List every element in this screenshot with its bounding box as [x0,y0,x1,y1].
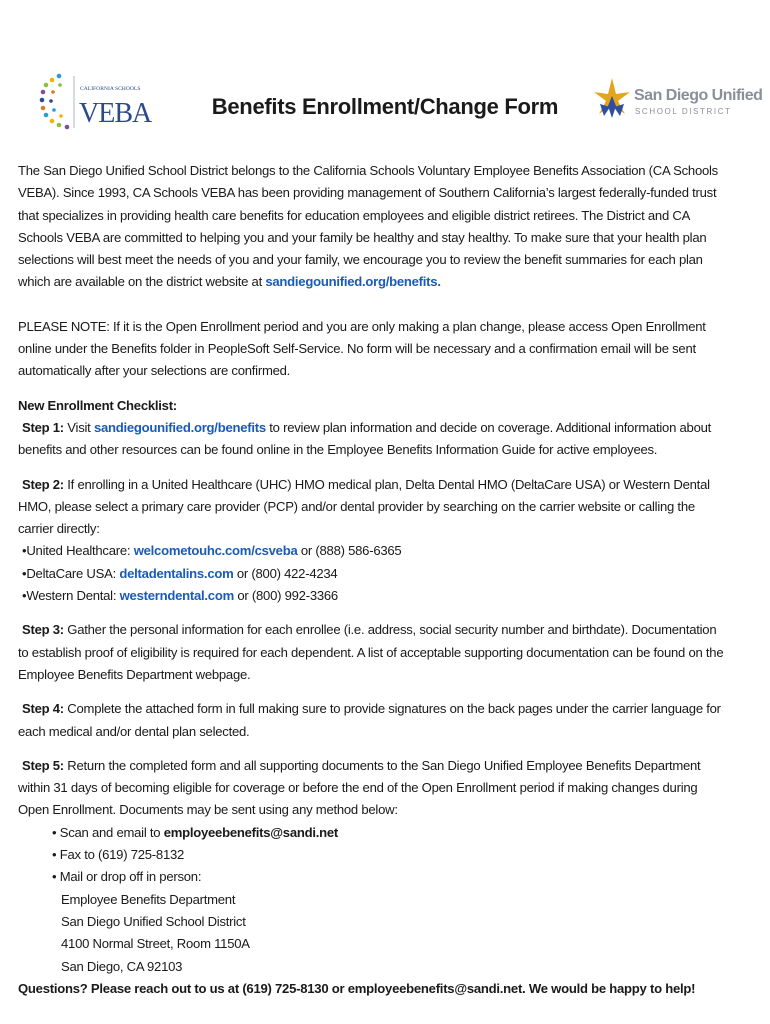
step-1-label: Step 1: [22,419,64,435]
bullet: • [22,565,27,581]
header [0,70,770,140]
veba-logo-main-text: VEBA [79,98,152,129]
step-4-label: Step 4: [22,701,64,717]
method-item [18,822,730,844]
method-item [18,844,730,866]
step-5-text: Return the completed form and all supporting documents to the San Diego Unified Employee Benefits Department within 31 days of becoming eligible for coverage or before the end of the Open Enrollment period if making changes during Open Enrollment. Documents may be sent using any method below: [18,757,701,818]
carrier-name: Western Dental: [26,588,120,604]
fax-text: Fax to (619) 725-8132 [59,847,185,863]
carrier-phone: or (800) 992-3366 [233,588,338,604]
step-4 [18,698,730,743]
carrier-link[interactable]: westerndental.com [119,588,234,604]
carrier-item [18,563,730,585]
bullet: • [52,869,57,885]
carrier-phone: or (888) 586-6365 [297,543,402,559]
step-3-label: Step 3: [22,622,64,638]
carrier-name: DeltaCare USA: [26,565,120,581]
address-line: Employee Benefits Department [61,891,236,907]
sd-logo-subtitle: SCHOOL DISTRICT [635,107,732,116]
scan-email[interactable]: employeebenefits@sandi.net [163,824,339,840]
carrier-item [18,585,730,607]
step-2-text: If enrolling in a United Healthcare (UHC) HMO medical plan, Delta Dental HMO (DeltaCare USA) or Western Dental HMO, please select a primary care provider (PCP) and/or dental provider by searching on the carrier website or calling the carrier directly: [18,476,710,537]
carrier-item [18,540,730,562]
step-1-text-pre: Visit [63,419,94,435]
carrier-link[interactable]: welcometouhc.com/csveba [133,543,298,559]
step-4-text: Complete the attached form in full making sure to provide signatures on the back pages under the carrier language for each medical and/or dental plan selected. [18,701,721,739]
step-1-link[interactable]: sandiegounified.org/benefits [93,419,266,435]
step-3 [18,619,730,686]
document-body [18,160,730,1000]
step-5-label: Step 5: [22,757,64,773]
address-line: San Diego, CA 92103 [61,958,183,974]
scan-text: Scan and email to [59,824,164,840]
step-3-text: Gather the personal information for each enrollee (i.e. address, social security number and birthdate). Documentation to establish proof of eligibility is required for each dependent. A list of acceptable supporting documentation can be found on the Employee Benefits Department webpage. [18,622,724,682]
bullet: • [52,847,57,863]
intro-paragraph [18,160,730,294]
benefits-website-link[interactable]: sandiegounified.org/benefits. [265,274,441,290]
bullet: • [22,543,27,559]
please-note-paragraph: PLEASE NOTE: If it is the Open Enrollment period and you are only making a plan change, please access Open Enrollment online under the Benefits folder in PeopleSoft Self-Service. No form will be necessary and a confirmation email will be sent automatically after your selections are confirmed. [18,318,706,379]
mail-text: Mail or drop off in person: [59,869,202,885]
step-1-text-post: to review plan information and decide on coverage. Additional information about benefits and other resources can be found online in the Employee Benefits Information Guide for active employees. [18,419,712,458]
sd-star-icon [594,78,630,118]
san-diego-unified-logo [592,74,763,130]
bullet: • [52,824,57,840]
sd-logo-name: San Diego Unified [634,87,763,104]
address-line: 4100 Normal Street, Room 1150A [61,936,250,952]
veba-logo-top-text: CALIFORNIA SCHOOLS [80,86,141,92]
questions-line: Questions? Please reach out to us at (619) 725-8130 or employeebenefits@sandi.net. We would be happy to help! [18,980,696,996]
step-5 [18,755,730,822]
carrier-name: United Healthcare: [26,543,134,559]
method-item [18,866,730,888]
address-line: San Diego Unified School District [61,913,246,929]
step-1 [18,417,730,462]
carrier-link[interactable]: deltadentalins.com [119,565,234,581]
intro-text: The San Diego Unified School District belongs to the California Schools Voluntary Employee Benefits Association (CA Schools VEBA). Since 1993, CA Schools VEBA has been providing management of Southern California’s largest federally-funded trust that specializes in providing health care benefits for education employees and eligible district retirees. The District and CA Schools VEBA are committed to helping you and your family be healthy and stay healthy. To make sure that your health plan selections will best meet the needs of you and your family, we encourage you to review the benefit summaries for each plan which are available on the district website at [18,163,718,290]
step-2-label: Step 2: [22,476,64,492]
page-title: Benefits Enrollment/Change Form [211,94,559,119]
bullet: • [22,588,27,604]
carrier-phone: or (800) 422-4234 [233,565,338,581]
checklist-title: New Enrollment Checklist: [18,397,177,413]
step-2 [18,474,730,541]
